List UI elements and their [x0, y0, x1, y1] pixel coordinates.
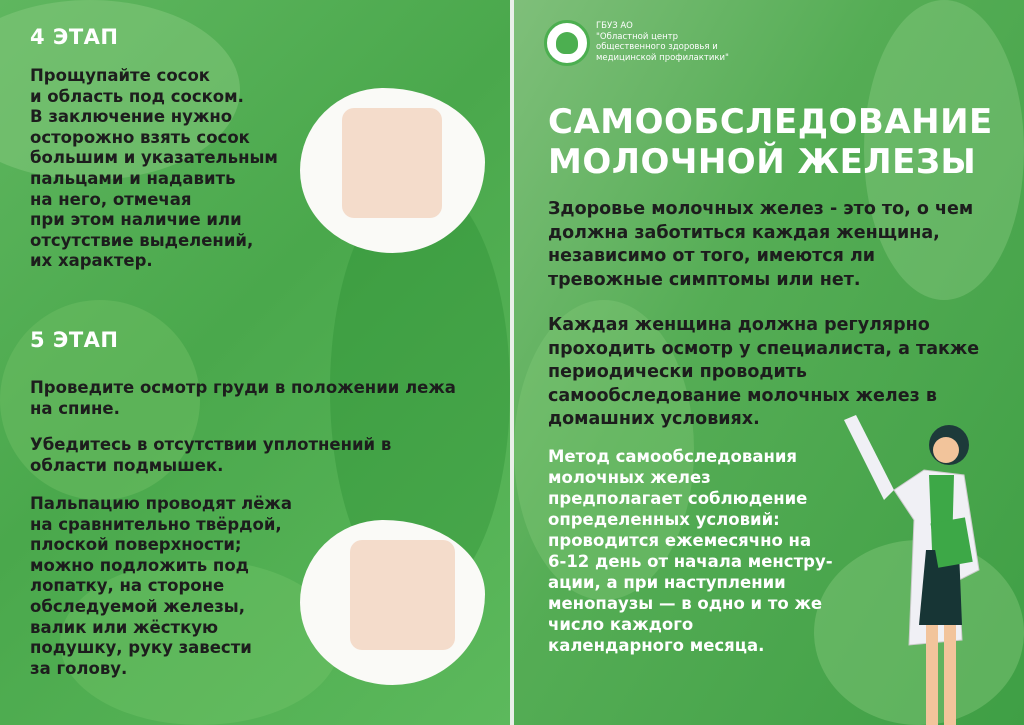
text-line: Метод самообследования: [548, 447, 798, 466]
text-line: при этом наличие или: [30, 210, 242, 230]
text-line: проводится ежемесячно на: [548, 531, 812, 550]
text-line: на спине.: [30, 398, 120, 418]
text-line: большим и указательным: [30, 148, 278, 168]
org-name: [596, 21, 729, 63]
text-line: проходить осмотр у специалиста, а также: [548, 338, 980, 359]
stage-5-text-3: [30, 494, 292, 679]
text-line: Убедитесь в отсутствии уплотнений в: [30, 435, 392, 454]
text-line: пальцами и надавить: [30, 168, 236, 188]
skin-shape: [342, 108, 442, 218]
text-line: можно подложить под: [30, 555, 249, 575]
stage-4-text: [30, 66, 278, 272]
method-paragraph: [548, 446, 833, 656]
text-line: предполагает соблюдение: [548, 489, 808, 508]
tree-icon: [556, 32, 578, 54]
text-line: подушку, руку завести: [30, 638, 252, 658]
doctor-illustration: [834, 410, 984, 725]
text-line: независимо от того, имеются ли: [548, 246, 876, 266]
text-line: за голову.: [30, 658, 128, 678]
text-line: на него, отмечая: [30, 189, 192, 209]
text-line: "Областной центр: [596, 31, 679, 42]
text-line: молочных желез: [548, 468, 711, 487]
text-line: общественного здоровья и: [596, 42, 718, 52]
text-line: Каждая женщина должна регулярно: [548, 315, 930, 335]
text-line: календарного месяца.: [548, 636, 765, 655]
skin-shape: [350, 540, 455, 650]
text-line: определенных условий:: [548, 510, 780, 529]
text-line: Проведите осмотр груди в положении лежа: [30, 378, 456, 397]
text-line: В заключение нужно: [30, 107, 233, 127]
text-line: и область под соском.: [30, 86, 244, 106]
org-logo: [544, 20, 590, 66]
text-line: ации, а при наступлении: [548, 573, 786, 592]
text-line: должна заботиться каждая женщина,: [548, 222, 940, 243]
stage-4-heading: 4 ЭТАП: [30, 25, 119, 49]
text-line: области подмышек.: [30, 455, 224, 475]
text-line: САМООБСЛЕДОВАНИЕ: [548, 102, 993, 142]
stage-5-heading: 5 ЭТАП: [30, 328, 119, 352]
stage-5-text-1: [30, 378, 456, 419]
text-line: Пальпацию проводят лёжа: [30, 494, 292, 513]
text-line: число каждого: [548, 615, 694, 634]
right-page: [514, 0, 1024, 725]
text-line: МОЛОЧНОЙ ЖЕЛЕЗЫ: [548, 142, 977, 182]
text-line: лопатку, на стороне: [30, 576, 225, 596]
text-line: 6-12 день от начала менстру-: [548, 552, 833, 571]
left-page: [0, 0, 510, 725]
text-line: Здоровье молочных желез - это то, о чем: [548, 199, 974, 219]
text-line: плоской поверхности;: [30, 535, 242, 555]
breast-exam-illustration-2: [300, 520, 485, 685]
stage-5-text-2: [30, 435, 391, 476]
text-line: домашних условиях.: [548, 409, 760, 429]
text-line: Прощупайте сосок: [30, 66, 210, 85]
text-line: валик или жёсткую: [30, 617, 219, 637]
text-line: осторожно взять сосок: [30, 127, 250, 147]
text-line: обследуемой железы,: [30, 596, 245, 616]
text-line: медицинской профилактики": [596, 52, 729, 63]
text-line: менопаузы — в одно и то же: [548, 594, 823, 613]
text-line: тревожные симптомы или нет.: [548, 269, 861, 290]
text-line: их характер.: [30, 251, 153, 271]
page-title: [548, 102, 993, 182]
intro-paragraph: [548, 198, 973, 292]
text-line: ГБУЗ АО: [596, 21, 633, 31]
text-line: самообследование молочных желез в: [548, 385, 937, 406]
text-line: периодически проводить: [548, 362, 807, 382]
text-line: на сравнительно твёрдой,: [30, 514, 282, 534]
text-line: отсутствие выделений,: [30, 230, 254, 250]
